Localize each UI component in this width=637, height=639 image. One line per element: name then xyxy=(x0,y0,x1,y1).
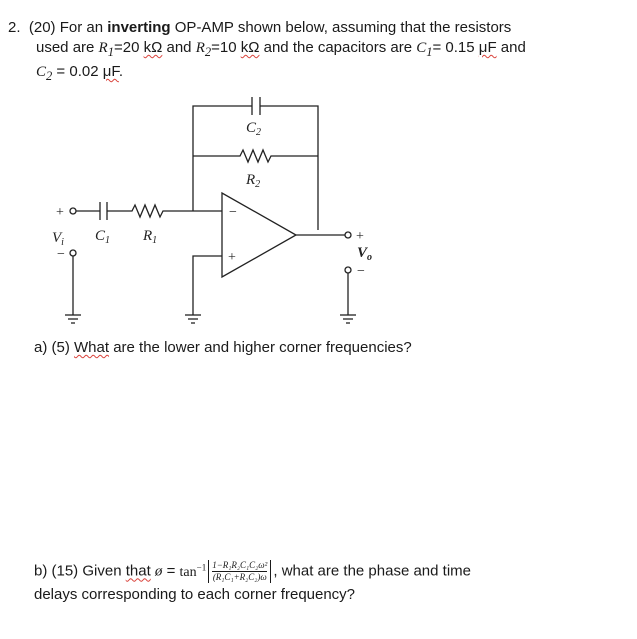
r1-symbol: $R_1$ xyxy=(98,40,114,59)
part-b-that: that xyxy=(125,562,151,580)
c2-unit: μF xyxy=(102,63,119,80)
vi-label: $V_i$ xyxy=(52,230,64,248)
c2-value: = 0.02 xyxy=(52,63,99,80)
opamp-noninverting-sign: + xyxy=(228,250,236,265)
r1-resistor xyxy=(107,205,222,217)
vo-label: $V_o$ xyxy=(357,245,373,263)
part-b-line-1 xyxy=(34,557,471,583)
and-text: and xyxy=(166,39,192,56)
question-intro-2: OP-AMP shown below, assuming that the resistors xyxy=(174,19,512,36)
period: . xyxy=(118,63,124,80)
phase-fraction xyxy=(208,560,271,583)
part-b-question: , what are the phase and time xyxy=(273,562,471,580)
part-a-question: are the lower and higher corner frequencies? xyxy=(113,339,412,356)
part-a-what: What xyxy=(74,339,110,356)
question-intro: For an xyxy=(59,19,104,36)
part-a-label: a) (5) xyxy=(34,339,70,356)
r2-label: $R_2$ xyxy=(246,172,261,190)
vi-plus-sign: + xyxy=(56,205,64,220)
vi-plus-terminal xyxy=(70,208,76,214)
part-b-question-2: delays corresponding to each corner frequency? xyxy=(34,586,356,603)
part-b-line-2 xyxy=(34,585,355,605)
fraction-numerator: 1−R₁R₂C₁C₂ω² xyxy=(212,560,268,571)
c1-value: = 0.15 xyxy=(432,39,475,56)
c2-label: $C_2$ xyxy=(246,120,262,138)
c1-unit: μF xyxy=(478,39,497,56)
vi-minus-sign: − xyxy=(57,247,65,262)
vo-plus-sign: + xyxy=(356,229,364,244)
fraction-denominator: (R₁C₁+R₂C₂)ω xyxy=(212,572,267,583)
vo-minus-sign: − xyxy=(357,264,365,279)
r1-value: =20 xyxy=(113,39,140,56)
c2-symbol: $C_2$ xyxy=(36,64,53,83)
equals-sign: = xyxy=(166,562,176,580)
question-number: 2. xyxy=(8,19,21,36)
r2-symbol: $R_2$ xyxy=(195,40,212,59)
part-b-label: b) (15) Given xyxy=(34,562,122,580)
vi-minus-terminal xyxy=(70,250,76,256)
noninv-wire xyxy=(193,256,222,315)
opamp-inverting-sign: − xyxy=(229,205,237,220)
bold-inverting: inverting xyxy=(107,19,171,36)
and-text-2: and xyxy=(500,39,526,56)
tan-function: $\tan^{-1}$ xyxy=(179,562,207,580)
c1-symbol: $C_1$ xyxy=(416,40,433,59)
used-are-text: used are xyxy=(36,39,95,56)
r2-unit: kΩ xyxy=(240,39,260,56)
capacitors-text: and the capacitors are xyxy=(263,39,413,56)
r1-label: $R_1$ xyxy=(143,228,158,246)
r2-value: =10 xyxy=(211,39,237,56)
question-points: (20) xyxy=(28,19,56,36)
c1-label: $C_1$ xyxy=(95,228,111,246)
r1-unit: kΩ xyxy=(143,39,163,56)
vo-plus-terminal xyxy=(345,232,351,238)
phi-symbol: ø xyxy=(154,563,163,580)
c2-wire-right xyxy=(260,106,318,230)
r2-resistor xyxy=(193,150,318,162)
vo-minus-terminal xyxy=(345,267,351,273)
part-a xyxy=(34,338,412,358)
